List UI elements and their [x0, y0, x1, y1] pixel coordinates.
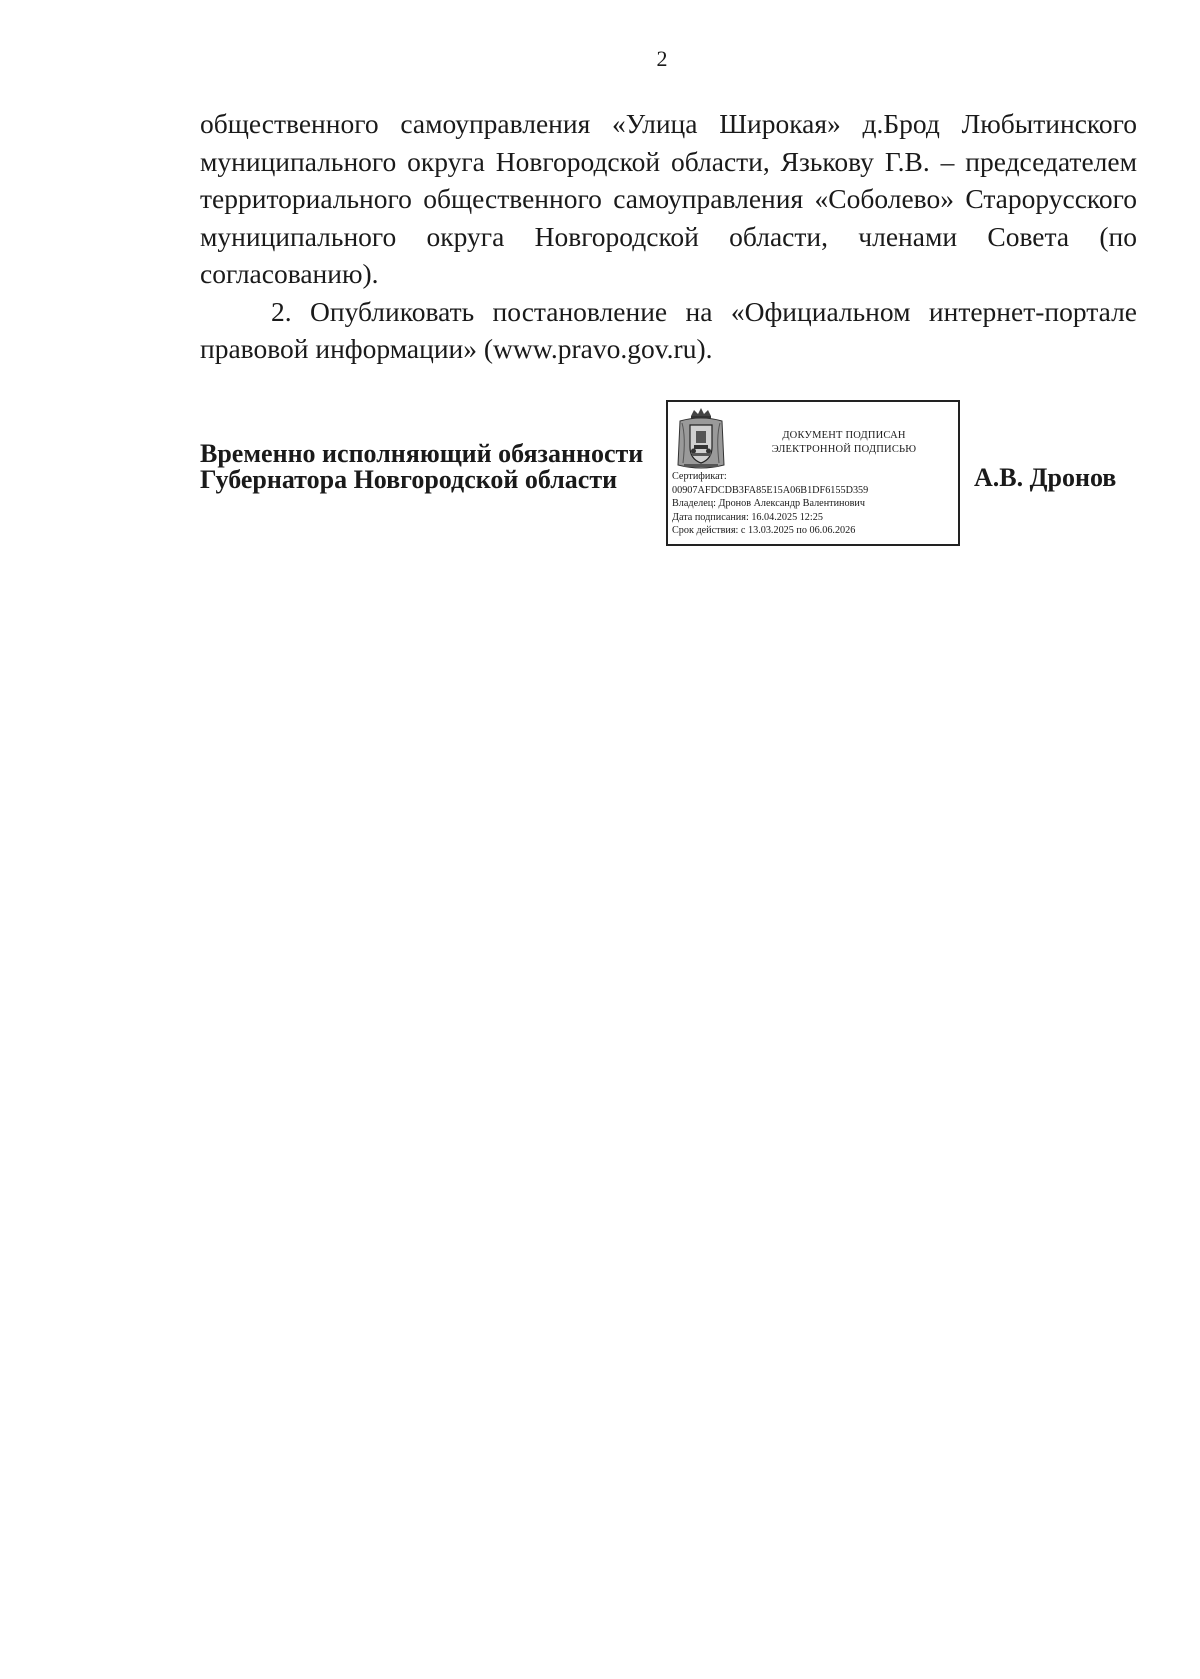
stamp-heading	[736, 429, 952, 457]
text-line: правовой информации» (www.pravo.gov.ru).	[200, 333, 713, 364]
stamp-validity: Срок действия: с 13.03.2025 по 06.06.2026	[672, 525, 856, 536]
stamp-details	[672, 470, 868, 538]
text-line: общественного самоуправления «Улица Широкая» д.Брод Любытинского	[200, 108, 1137, 139]
paragraph-publication	[200, 293, 1137, 368]
stamp-signed-date: Дата подписания: 16.04.2025 12:25	[672, 511, 823, 523]
text-line: муниципального округа Новгородской области, Язькову Г.В. – председателем	[200, 145, 1137, 177]
stamp-heading-line: ЭЛЕКТРОННОЙ ПОДПИСЬЮ	[771, 444, 917, 455]
text-line: муниципального округа Новгородской области, членами Совета (по согласованию).	[200, 220, 1137, 289]
signer-title	[200, 441, 643, 493]
signer-title-line: Временно исполняющий обязанности	[200, 439, 644, 468]
stamp-serial-number: 00907AFDCDB3FA85E15A06B1DF6155D359	[672, 484, 869, 496]
stamp-serial-label: Сертификат:	[672, 471, 727, 482]
coat-of-arms-icon	[674, 407, 728, 471]
stamp-heading-line: ДОКУМЕНТ ПОДПИСАН	[782, 430, 906, 441]
page-number: 2	[656, 46, 668, 71]
electronic-signature-stamp	[666, 400, 960, 546]
text-line: 2. Опубликовать постановление на «Официальном интернет-портале	[271, 295, 1137, 327]
stamp-owner: Владелец: Дронов Александр Валентинович	[672, 498, 865, 509]
signer-name: А.В. Дронов	[974, 463, 1117, 492]
paragraph-council-members	[200, 105, 1137, 293]
signer-title-line: Губернатора Новгородской области	[200, 465, 618, 494]
text-line: территориального общественного самоуправления «Соболево» Старорусского	[200, 183, 1137, 214]
document-body	[200, 105, 1137, 368]
